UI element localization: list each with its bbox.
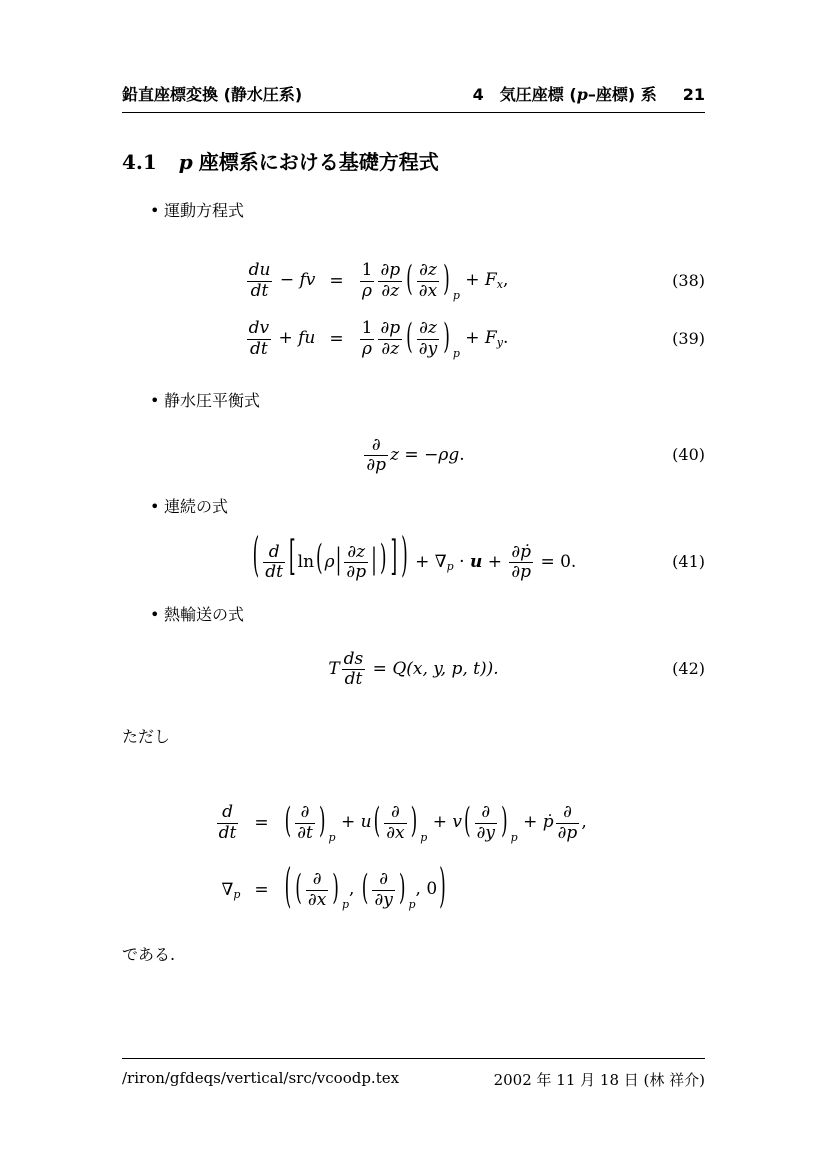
math-var-p: p — [576, 85, 588, 104]
math-text: + — [482, 552, 508, 572]
delimiter: ( — [284, 859, 292, 915]
delimiter: ( — [406, 258, 413, 300]
math-text: , 0 — [415, 879, 438, 900]
numerator: 1 — [361, 260, 373, 281]
numerator: ds — [343, 648, 364, 669]
delimiter: ] — [390, 533, 398, 582]
fraction — [344, 543, 368, 582]
bullet-item-hydrostatic — [150, 391, 705, 411]
denominator: ∂p — [511, 562, 532, 582]
delimiter: ) — [401, 529, 408, 585]
bullet-icon: • — [150, 391, 160, 410]
denominator: dt — [265, 562, 283, 582]
equation-number: (38) — [672, 271, 705, 290]
equation-lhs — [219, 261, 315, 300]
math-text: + ṗ — [517, 812, 554, 833]
delimiter: ( — [463, 800, 471, 842]
subscript: y — [496, 336, 503, 350]
denominator: ∂t — [297, 822, 313, 843]
bullet-label: 熱輸送の式 — [164, 605, 245, 624]
delimiter: ) — [443, 316, 450, 358]
fraction — [247, 261, 273, 300]
delimiter: ) — [501, 800, 508, 842]
numerator: d — [268, 541, 280, 562]
delimiter: ( — [361, 867, 369, 909]
bullet-item-motion — [150, 201, 705, 221]
fraction — [417, 261, 439, 300]
punctuation: , — [502, 270, 509, 291]
running-head-right — [473, 82, 705, 105]
numerator: ∂ — [563, 802, 572, 823]
denominator: ∂y — [374, 889, 393, 910]
section-title: 座標系における基礎方程式 — [198, 150, 439, 174]
fraction — [378, 261, 402, 300]
bullet-icon: • — [150, 605, 160, 624]
math-text: z — [390, 445, 400, 465]
math-text: T — [328, 659, 340, 679]
fraction — [217, 803, 239, 842]
equation-number: (40) — [672, 445, 705, 464]
math-text: ρg — [438, 445, 460, 465]
equation-body — [362, 435, 464, 475]
delimiter: ( — [252, 529, 260, 585]
fraction — [247, 319, 272, 358]
math-text: − fv — [274, 270, 316, 291]
numerator: du — [248, 260, 271, 281]
delimiter: ) — [443, 258, 450, 300]
equation-rhs — [358, 316, 608, 360]
denominator: ρ — [360, 339, 375, 359]
equation-40 — [122, 435, 705, 475]
math-text: + F — [459, 328, 497, 349]
equation-lhs — [192, 803, 240, 842]
denominator: ∂p — [557, 822, 578, 843]
punctuation: . — [502, 328, 509, 349]
subscript-p: p — [510, 830, 518, 844]
math-text: = — [367, 659, 393, 679]
math-text: + u — [335, 812, 372, 833]
bullet-icon: • — [150, 201, 160, 220]
delimiter: ) — [332, 867, 339, 909]
denominator: ∂y — [476, 822, 496, 843]
subscript-p: p — [452, 288, 460, 302]
math-text: + v — [427, 812, 462, 833]
denominator: ∂x — [386, 822, 405, 843]
bullet-item-continuity — [150, 497, 705, 517]
subscript: p — [446, 560, 454, 573]
numerator: ∂ṗ — [511, 541, 532, 562]
punctuation: , — [581, 812, 587, 833]
denominator: ∂p — [366, 455, 387, 475]
denominator: dt — [342, 669, 366, 689]
running-head-section-suffix: –座標) 系 — [587, 85, 657, 104]
math-text: · — [453, 552, 470, 572]
delimiter: ( — [316, 538, 323, 580]
delimiter: | — [335, 542, 342, 577]
math-text: + ∇ — [409, 552, 447, 572]
numerator: ∂ — [379, 869, 389, 890]
running-head-section — [473, 82, 657, 105]
delimiter: ) — [318, 800, 326, 842]
equation-ddt-definition — [122, 795, 705, 851]
fraction — [364, 436, 388, 475]
numerator: ∂ — [312, 869, 322, 890]
denominator: ∂z — [378, 281, 402, 301]
delimiter: ) — [410, 800, 418, 842]
numerator: d — [222, 802, 233, 823]
delimiter: ) — [439, 859, 446, 915]
delimiter: ( — [406, 316, 413, 358]
numerator: 1 — [361, 318, 373, 339]
delimiter: ( — [284, 800, 292, 842]
numerator: ∂p — [380, 318, 401, 339]
math-text: ln — [297, 552, 315, 572]
page-header — [122, 82, 705, 113]
equation-number: (41) — [672, 552, 705, 571]
subscript-p: p — [420, 830, 428, 844]
numerator: dv — [248, 318, 270, 339]
section-heading — [122, 149, 705, 175]
numerator: ∂p — [380, 260, 401, 281]
math-text: ρ — [324, 552, 335, 572]
fraction — [556, 803, 580, 842]
numerator: ∂z — [419, 260, 437, 281]
denominator: ∂z — [378, 339, 402, 359]
fraction — [378, 319, 402, 358]
equation-38 — [122, 255, 705, 307]
equals-sign: = — [254, 812, 269, 833]
equation-number: (39) — [672, 329, 705, 348]
paragraph-tadashi: ただし — [122, 727, 171, 746]
bullet-label: 連続の式 — [164, 497, 229, 516]
subscript-p: p — [408, 897, 416, 911]
equation-41 — [122, 531, 705, 593]
denominator: dt — [247, 339, 272, 359]
punctuation: . — [459, 445, 465, 465]
bullet-item-heat — [150, 605, 705, 625]
page-number: 21 — [682, 85, 705, 104]
equals-sign: = — [254, 879, 269, 900]
equals-sign: = — [329, 270, 344, 291]
fraction — [342, 650, 366, 689]
denominator: ρ — [360, 281, 375, 301]
footer-file-path: /riron/gfdeqs/vertical/src/vcoodp.tex — [122, 1069, 400, 1087]
equation-39 — [122, 311, 705, 367]
numerator: ∂ — [371, 434, 381, 455]
equation-nabla-definition — [122, 859, 705, 921]
equation-lhs — [192, 879, 241, 901]
subscript: x — [496, 278, 503, 292]
subscript-p: p — [341, 897, 349, 911]
subscript-p: p — [328, 830, 336, 844]
equation-lhs — [219, 319, 315, 358]
equals-sign: = — [329, 328, 344, 349]
delimiter: ) — [398, 867, 406, 909]
numerator: ∂ — [300, 802, 310, 823]
denominator: ∂p — [346, 562, 367, 582]
punctuation: , — [348, 879, 360, 900]
equation-body — [328, 649, 498, 689]
denominator: ∂x — [418, 280, 438, 301]
running-head-left: 鉛直座標変換 (静水圧系) — [122, 85, 303, 104]
page-footer — [122, 1058, 705, 1090]
fraction — [509, 543, 533, 582]
math-text: + fu — [273, 328, 316, 349]
math-var-p: p — [178, 150, 193, 174]
fraction — [384, 803, 406, 842]
numerator: ∂ — [391, 802, 400, 823]
fraction — [372, 870, 394, 909]
section-number: 4.1 — [122, 150, 157, 174]
fraction — [475, 803, 497, 842]
fraction — [295, 803, 315, 842]
bullet-label: 運動方程式 — [164, 201, 245, 220]
delimiter: [ — [289, 533, 296, 582]
numerator: ∂z — [419, 318, 437, 339]
fraction — [360, 319, 375, 358]
denominator: ∂y — [418, 338, 438, 359]
fraction — [417, 319, 439, 358]
subscript-p: p — [452, 346, 460, 360]
bullet-icon: • — [150, 497, 160, 516]
denominator: dt — [218, 822, 237, 843]
equation-rhs — [358, 258, 608, 302]
fraction — [360, 261, 375, 300]
delimiter: ) — [379, 538, 387, 580]
delimiter: | — [371, 542, 377, 577]
math-text: + F — [459, 270, 497, 291]
running-head-section-text: 4 気圧座標 ( — [472, 85, 577, 104]
bullet-label: 静水圧平衡式 — [164, 391, 261, 410]
nabla-symbol: ∇ — [221, 879, 234, 900]
math-text: = − — [399, 445, 439, 465]
numerator: ∂ — [481, 802, 491, 823]
equation-body — [251, 531, 577, 593]
fraction — [306, 870, 328, 909]
equation-rhs — [283, 859, 635, 915]
denominator: dt — [247, 281, 273, 301]
denominator: ∂x — [307, 889, 327, 910]
equation-rhs — [283, 800, 635, 844]
page-content — [122, 0, 705, 965]
paragraph-dearu: である. — [122, 945, 176, 964]
delimiter: ( — [295, 867, 302, 909]
fraction — [263, 543, 285, 582]
math-text: = 0. — [535, 552, 577, 572]
math-vector-u: u — [469, 552, 483, 572]
subscript: p — [233, 887, 241, 901]
math-text: Q(x, y, p, t)). — [392, 659, 499, 679]
numerator: ∂z — [347, 541, 366, 562]
delimiter: ( — [373, 800, 381, 842]
equation-number: (42) — [672, 659, 705, 678]
equation-42 — [122, 649, 705, 689]
footer-date-author: 2002 年 11 月 18 日 (林 祥介) — [493, 1071, 705, 1089]
